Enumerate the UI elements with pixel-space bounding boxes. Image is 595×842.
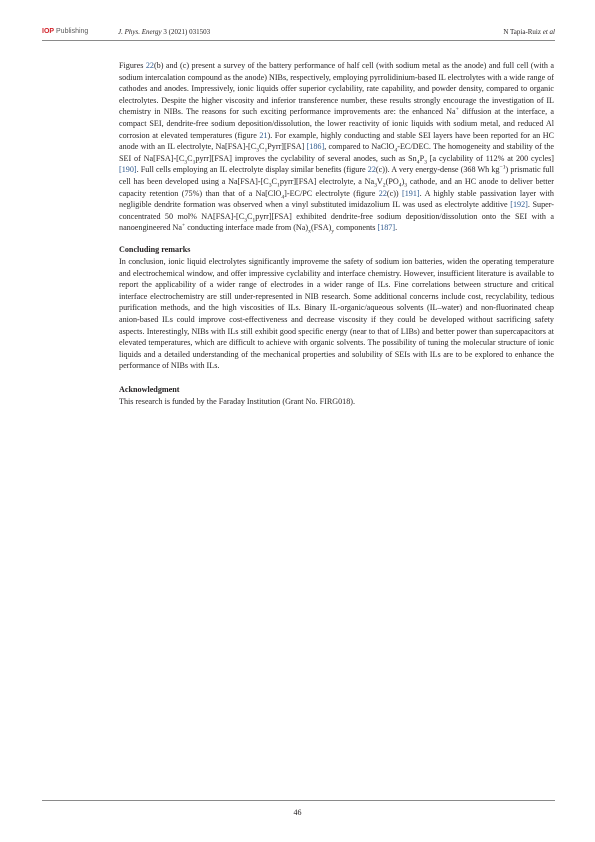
text-run: , compared to NaClO bbox=[324, 142, 395, 152]
author-name: N Tapia-Ruiz bbox=[503, 28, 541, 36]
text-run: . Super-concentrated 50 mol% NA[FSA]-[C bbox=[119, 200, 555, 221]
citation-link[interactable]: [187] bbox=[377, 223, 396, 233]
subscript: 3 bbox=[404, 182, 408, 189]
figure-link[interactable]: 22 bbox=[145, 61, 154, 70]
text-run: [a cyclability of 112% at 200 cycles] bbox=[426, 153, 554, 163]
figure-link[interactable]: 21 bbox=[259, 130, 268, 140]
section-heading-concluding: Concluding remarks bbox=[119, 245, 191, 255]
text-run: components bbox=[334, 223, 378, 233]
subscript: 4 bbox=[416, 159, 420, 166]
running-header bbox=[42, 26, 555, 38]
author-etal: et al bbox=[541, 28, 555, 36]
section-heading-acknowledgment: Acknowledgment bbox=[119, 384, 180, 394]
text-run: cathode, and an HC anode to deliver better capacity retention (75%) than that of a Na[ClO bbox=[119, 176, 554, 198]
footer-rule bbox=[42, 800, 555, 801]
subscript: 4 bbox=[394, 147, 398, 154]
figure-link[interactable]: 22 bbox=[367, 165, 376, 175]
text-run: (PO bbox=[385, 176, 399, 186]
subscript: 1 bbox=[276, 182, 280, 189]
section-spacer bbox=[119, 372, 554, 384]
text-run: conducting interface made from (Na) bbox=[185, 223, 309, 233]
article-body bbox=[119, 60, 554, 407]
superscript: + bbox=[455, 106, 459, 113]
text-run: ) prismatic full cell has been developed using a Na[FSA]-[C bbox=[119, 165, 554, 186]
text-run: (c)). A very energy-dense (368 Wh kg bbox=[375, 165, 500, 175]
text-run: pyrr][FSA] electrolyte, a Na bbox=[279, 176, 375, 186]
text-run: . A highly stable passivation layer with negligible dendrite formation was observed when a vinyl substituted imidazolium IL was used as electrolyte additive bbox=[119, 188, 554, 210]
text-run: ). For example, highly conducting and stable SEI layers have been reported for an HC anode with an IL electrolyte, Na[FSA]-[C bbox=[119, 130, 554, 152]
text-run: . bbox=[395, 223, 398, 233]
text-run: -EC/DEC. The homogeneity and stability of the SEI of Na[FSA]-[C bbox=[119, 142, 555, 163]
header-rule bbox=[42, 40, 555, 41]
subscript: 1 bbox=[192, 159, 196, 166]
subscript: y bbox=[331, 228, 335, 235]
subscript: 3 bbox=[268, 182, 272, 189]
subscript: 3 bbox=[374, 182, 377, 189]
citation-link[interactable]: [191] bbox=[402, 188, 420, 198]
text-run: C bbox=[271, 176, 277, 186]
subscript: 4 bbox=[398, 182, 402, 189]
running-author bbox=[503, 26, 555, 38]
text-run: (b) and (c) present a survey of the battery performance of half cell (with sodium metal as the anode) and full cell (with a sodium intercalation compound as the anode) NIBs, respectively, employing pyrrolidinium-based IL electrolytes with a wide range of cathodes and anodes. Impressively, ionic liquids offer superior cyclability, rate capability, and powder density, compared to organic electrolytes. Despite the higher viscosity and inferior transference number, these results strongly encourage the investigation of IL chemistry in NIBs. The reasons for such exciting performance improvements are: the enhanced Na bbox=[119, 61, 555, 117]
subscript: 3 bbox=[256, 147, 260, 154]
superscript: + bbox=[181, 222, 186, 229]
text-run: Pyrr][FSA] bbox=[267, 142, 307, 152]
subscript: 3 bbox=[244, 217, 247, 224]
text-run: V bbox=[376, 176, 383, 186]
text-run: pyrr][FSA] exhibited dendrite-free sodium deposition/dissolution onto the SEI with a nanoengineered Na bbox=[119, 211, 555, 233]
subscript: 3 bbox=[424, 159, 427, 166]
subscript: 1 bbox=[264, 147, 268, 154]
citation-link[interactable]: [186] bbox=[306, 142, 325, 152]
acknowledgment-paragraph: This research is funded by the Faraday Institution (Grant No. FIRG018). bbox=[119, 396, 356, 406]
publisher-iop: IOP bbox=[42, 28, 55, 35]
text-run: P bbox=[419, 153, 425, 163]
text-run: ) bbox=[401, 176, 405, 186]
citation-link[interactable]: [192] bbox=[510, 200, 528, 210]
subscript: x bbox=[308, 228, 311, 235]
text-run: C bbox=[259, 142, 265, 152]
publisher-logo bbox=[42, 26, 88, 38]
journal-citation bbox=[118, 26, 210, 38]
text-run: ]-EC/PC electrolyte (figure bbox=[284, 188, 379, 198]
subscript: 2 bbox=[382, 182, 386, 189]
body-paragraph bbox=[119, 60, 554, 234]
subscript: 3 bbox=[184, 159, 188, 166]
figure-link[interactable]: 22 bbox=[378, 188, 387, 198]
text-run: Figures bbox=[119, 61, 146, 70]
text-run: (c)) bbox=[386, 188, 403, 198]
page-number: 46 bbox=[293, 808, 302, 817]
text-run: C bbox=[187, 153, 193, 163]
text-run: C bbox=[247, 211, 253, 221]
text-run: (FSA) bbox=[310, 223, 332, 233]
volume-year-article: 3 (2021) 031503 bbox=[161, 28, 211, 36]
journal-name: J. Phys. Energy bbox=[118, 28, 162, 36]
citation-link[interactable]: [190] bbox=[119, 165, 137, 175]
superscript: −1 bbox=[499, 164, 506, 171]
subscript: 4 bbox=[281, 194, 285, 201]
text-run: diffusion at the interface, a compact SEI, dendrite-free sodium deposition/dissolution, the lower reactivity of ionic liquids with sodium metal, and reduced Al corrosion at elevated temperatures (figure bbox=[119, 107, 554, 140]
text-run: pyrr][FSA] improves the cyclability of several anodes, such as Sn bbox=[195, 153, 417, 163]
subscript: 1 bbox=[252, 217, 256, 224]
text-run: . Full cells employing an IL electrolyte display similar benefits (figure bbox=[136, 165, 368, 175]
concluding-paragraph: In conclusion, ionic liquid electrolytes significantly improveme the safety of sodium ion batteries, widen the operating temperature and electrochemical window, and offer impressive cyclability and interface chemistry. However, insufficient literature is available to report the applicability of a wider range of electrodes in a wider range of ILs. Fine correlations between structure and critical interface electrochemistry are still under-represented in NIB research. Some additional concerns include cost, recyclability, tedious purification methods, and the high viscosities of ILs. Binary IL-organic/aqueous solvents (IL–water) and non-fluorinated cheap anion-based ILs could improve cost-effectiveness and decrease viscosity if they could be developed without sacrificing safety aspects. Interestingly, NIBs with ILs still exhibit good specific energy (near to that of LIBs) and better power than supercapacitors at elevated temperatures, which are difficult to achieve with organic solvents. The possibility of tuning the molecular structure of ionic liquids and a detailed understanding of the mechanical properties and solubility of SEIs with ILs are to be explored to enhance the performance of NIBs with ILs. bbox=[119, 257, 554, 371]
publisher-word: Publishing bbox=[54, 28, 89, 35]
